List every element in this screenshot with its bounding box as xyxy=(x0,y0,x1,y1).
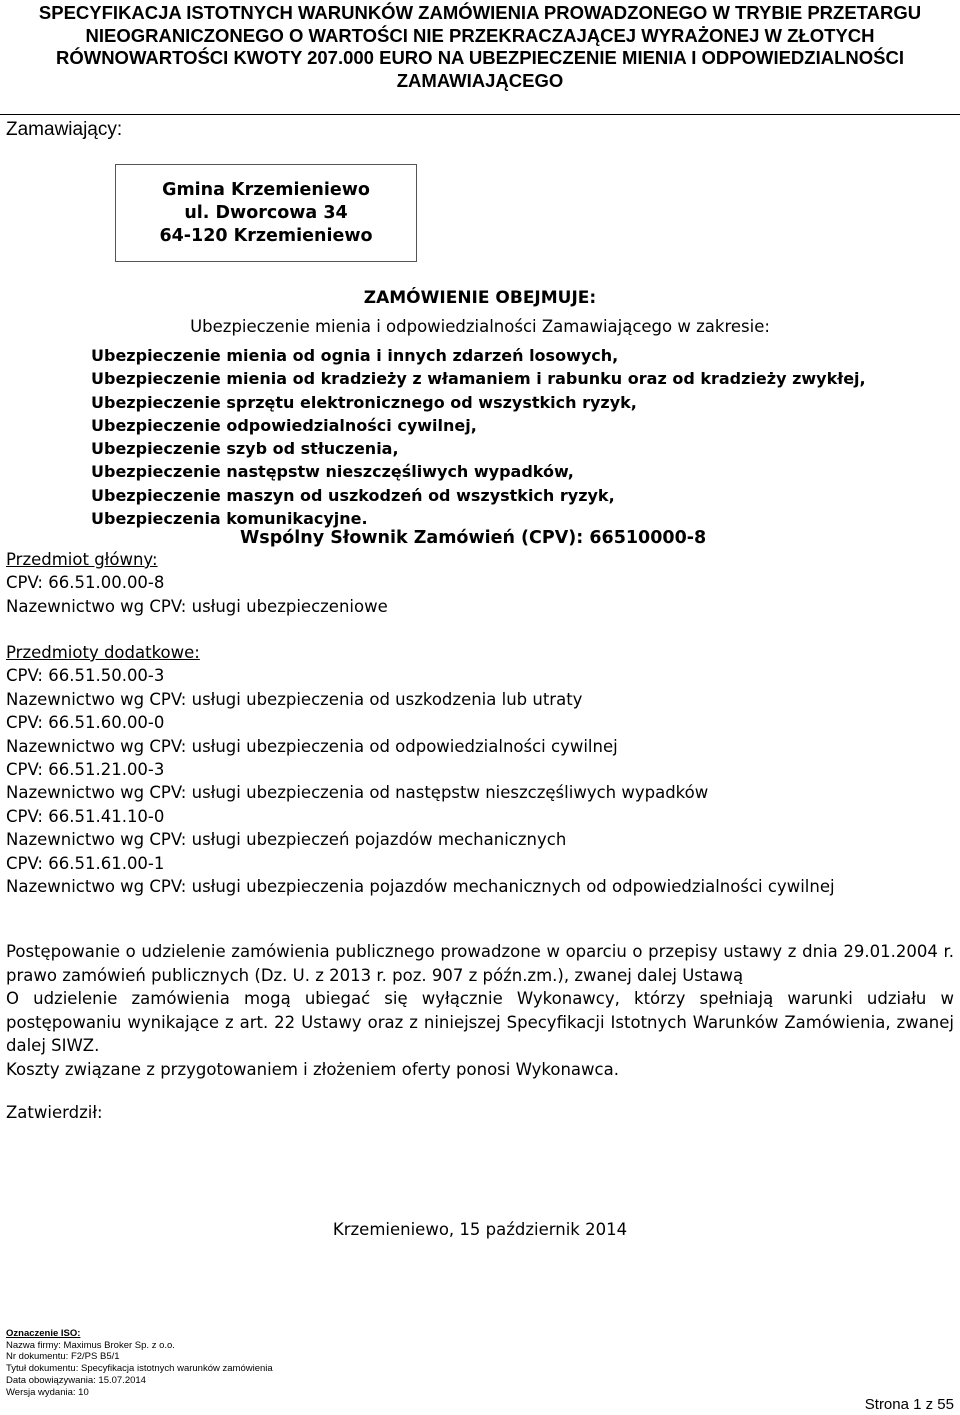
main-subject-section xyxy=(6,548,388,618)
legal-basis-section xyxy=(6,940,954,1081)
iso-line: Nazwa firmy: Maximus Broker Sp. z o.o. xyxy=(6,1339,175,1351)
scope-item: Ubezpieczenia komunikacyjne. xyxy=(91,509,368,529)
additional-line: CPV: 66.51.61.00-1 xyxy=(6,853,165,873)
contracting-authority-label: Zamawiający: xyxy=(6,119,123,140)
eligibility-paragraph: O udzielenie zamówienia mogą ubiegać się wyłącznie Wykonawcy, którzy spełniają warunki udziału w postępowaniu wynikające z art. 22 Ustawy oraz z niniejszej Specyfikacji Istotnych Warunków Zamówienia, zwanej dalej SIWZ. xyxy=(6,989,954,1055)
iso-line: Data obowiązywania: 15.07.2014 xyxy=(6,1374,146,1386)
additional-line: CPV: 66.51.21.00-3 xyxy=(6,760,165,780)
title-line: ZAMAWIAJĄCEGO xyxy=(396,69,564,91)
iso-line: Nr dokumentu: F2/PS B5/1 xyxy=(6,1351,120,1363)
iso-line: Tytuł dokumentu: Specyfikacja istotnych warunków zamówienia xyxy=(6,1363,273,1375)
main-subject-cpv: CPV: 66.51.00.00-8 xyxy=(6,573,165,593)
additional-line: CPV: 66.51.50.00-3 xyxy=(6,666,165,686)
additional-line: Nazewnictwo wg CPV: usługi ubezpieczenia od uszkodzenia lub utraty xyxy=(6,689,583,709)
scope-item: Ubezpieczenie następstw nieszczęśliwych wypadków, xyxy=(91,462,574,482)
title-line: NIEOGRANICZONEGO O WARTOŚCI NIE PRZEKRACZAJĄCEJ WYRAŻONEJ W ZŁOTYCH xyxy=(85,24,875,46)
iso-footer xyxy=(6,1328,273,1398)
additional-line: Nazewnictwo wg CPV: usługi ubezpieczenia pojazdów mechanicznych od odpowiedzialności cywilnej xyxy=(6,877,835,897)
scope-item: Ubezpieczenie maszyn od uszkodzeń od wszystkich ryzyk, xyxy=(91,485,615,505)
additional-line: CPV: 66.51.60.00-0 xyxy=(6,713,165,733)
iso-line: Wersja wydania: 10 xyxy=(6,1386,89,1398)
authority-city: 64-120 Krzemieniewo xyxy=(159,226,373,246)
scope-item: Ubezpieczenie mienia od ognia i innych zdarzeń losowych, xyxy=(91,346,619,365)
additional-line: Nazewnictwo wg CPV: usługi ubezpieczenia od następstw nieszczęśliwych wypadków xyxy=(6,783,709,803)
title-line: SPECYFIKACJA ISTOTNYCH WARUNKÓW ZAMÓWIENIA PROWADZONEGO W TRYBIE PRZETARGU xyxy=(38,2,922,23)
title-line: RÓWNOWARTOŚCI KWOTY 207.000 EURO NA UBEZPIECZENIE MIENIA I ODPOWIEDZIALNOŚCI xyxy=(55,47,904,68)
place-date: Krzemieniewo, 15 październik 2014 xyxy=(332,1220,628,1239)
approval-label: Zatwierdził: xyxy=(6,1103,103,1122)
scope-item: Ubezpieczenie sprzętu elektronicznego od wszystkich ryzyk, xyxy=(91,392,637,412)
authority-name: Gmina Krzemieniewo xyxy=(162,180,370,200)
additional-line: Nazewnictwo wg CPV: usługi ubezpieczenia od odpowiedzialności cywilnej xyxy=(6,736,618,756)
scope-item: Ubezpieczenie odpowiedzialności cywilnej, xyxy=(91,415,477,435)
page-number: Strona 1 z 55 xyxy=(864,1396,954,1413)
scope-item: Ubezpieczenie szyb od stłuczenia, xyxy=(91,439,399,459)
legal-basis-paragraph: Postępowanie o udzielenie zamówienia publicznego prowadzone w oparciu o przepisy ustawy z dnia 29.01.2004 r. prawo zamówień publicznych (Dz. U. z 2013 r. poz. 907 z późn.zm.), zwanej dalej Ustawą xyxy=(6,942,954,985)
additional-line: Nazewnictwo wg CPV: usługi ubezpieczeń pojazdów mechanicznych xyxy=(6,830,567,850)
main-subject-name: Nazewnictwo wg CPV: usługi ubezpieczeniowe xyxy=(6,596,388,616)
contracting-authority-box xyxy=(115,164,417,262)
costs-paragraph: Koszty związane z przygotowaniem i złożeniem oferty ponosi Wykonawca. xyxy=(6,1059,619,1079)
cpv-main-code: Wspólny Słownik Zamówień (CPV): 66510000-8 xyxy=(240,528,707,548)
authority-street: ul. Dworcowa 34 xyxy=(184,203,348,223)
scope-item: Ubezpieczenie mienia od kradzieży z włamaniem i rabunku oraz od kradzieży zwykłej, xyxy=(91,369,866,389)
additional-subjects-label: Przedmioty dodatkowe: xyxy=(6,643,200,662)
additional-subjects-section xyxy=(6,641,835,898)
title-divider xyxy=(0,114,960,115)
document-title xyxy=(0,2,960,92)
scope-subheading: Ubezpieczenie mienia i odpowiedzialności Zamawiającego w zakresie: xyxy=(190,317,770,336)
scope-list xyxy=(91,344,866,530)
main-subject-label: Przedmiot główny: xyxy=(6,550,158,569)
iso-heading: Oznaczenie ISO: xyxy=(6,1328,81,1339)
additional-line: CPV: 66.51.41.10-0 xyxy=(6,806,165,826)
scope-heading: ZAMÓWIENIE OBEJMUJE: xyxy=(363,288,597,308)
